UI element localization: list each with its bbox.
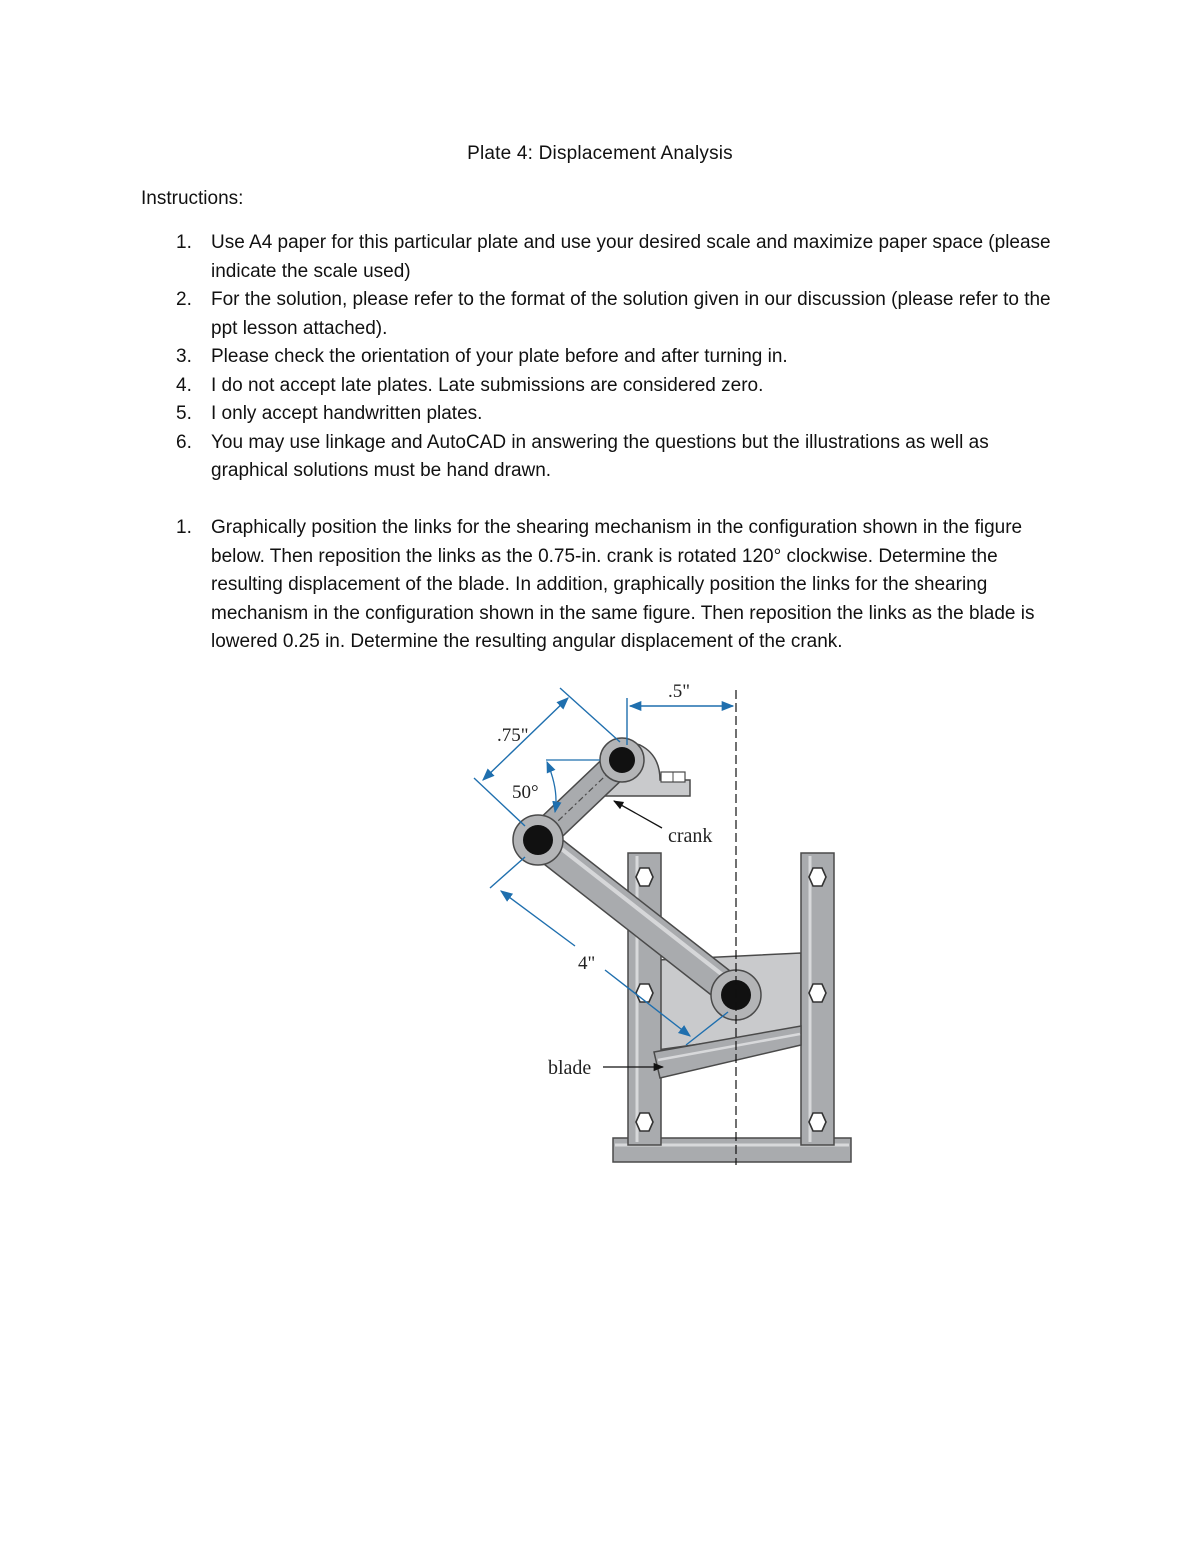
bolt-icon [809,984,826,1002]
shearing-mechanism-figure [440,676,880,1171]
question-text: Graphically position the links for the shearing mechanism in the configuration shown in the figure below. Then reposition the links as the 0.75-in. crank is rotated 120° clockwise. Determine the resulting displacement of the blade. In addition, graphically position the links for the shearing mechanism in the configuration shown in the same figure. Then reposition the links as the blade is lowered 0.25 in. Determine the resulting angular displacement of the crank. [211,517,1035,652]
list-text: I only accept handwritten plates. [211,403,483,424]
crank-leader [614,801,662,828]
list-number: 1. [176,232,192,253]
coupler-ext-line-upper [490,857,525,888]
list-item [141,400,1071,429]
dim-crank-length-label: .75" [497,725,529,746]
list-item [141,229,1071,286]
list-number: 3. [176,346,192,367]
pin-joint [523,825,553,855]
blade-label: blade [548,1057,592,1079]
question-item [141,514,1071,657]
list-text: For the solution, please refer to the format of the solution given in our discussion (please refer to the ppt lesson attached). [211,289,1051,339]
bolt-icon [636,868,653,886]
crank-label: crank [668,825,713,847]
dim-offset-label: .5" [668,681,691,702]
list-item [141,372,1071,401]
list-item [141,343,1071,372]
bolt-icon [636,984,653,1002]
dim-coupler-length-label: 4" [578,953,596,974]
list-number: 2. [176,289,192,310]
list-item [141,429,1071,486]
crank-ext-line-upper [560,688,620,742]
list-number: 6. [176,431,192,453]
pin-joint [609,747,635,773]
dim-angle-label: 50° [512,782,539,803]
question-number: 1. [176,517,192,538]
questions-list [141,514,1071,657]
list-text: Use A4 paper for this particular plate and use your desired scale and maximize paper space (please indicate the scale used) [211,232,1051,282]
list-text: You may use linkage and AutoCAD in answering the questions but the illustrations as well as graphical solutions must be hand drawn. [211,431,989,481]
list-item [141,286,1071,343]
coupler-dimension-line-a [501,891,575,946]
bolt-icon [809,1113,826,1131]
list-text: Please check the orientation of your plate before and after turning in. [211,346,788,367]
list-number: 4. [176,374,192,396]
instructions-list [141,229,1071,486]
list-number: 5. [176,403,192,424]
page-title: Plate 4: Displacement Analysis [467,143,733,164]
instructions-heading: Instructions: [141,188,244,209]
list-text: I do not accept late plates. Late submissions are considered zero. [211,374,764,396]
bolt-icon [636,1113,653,1131]
bolt-icon [809,868,826,886]
